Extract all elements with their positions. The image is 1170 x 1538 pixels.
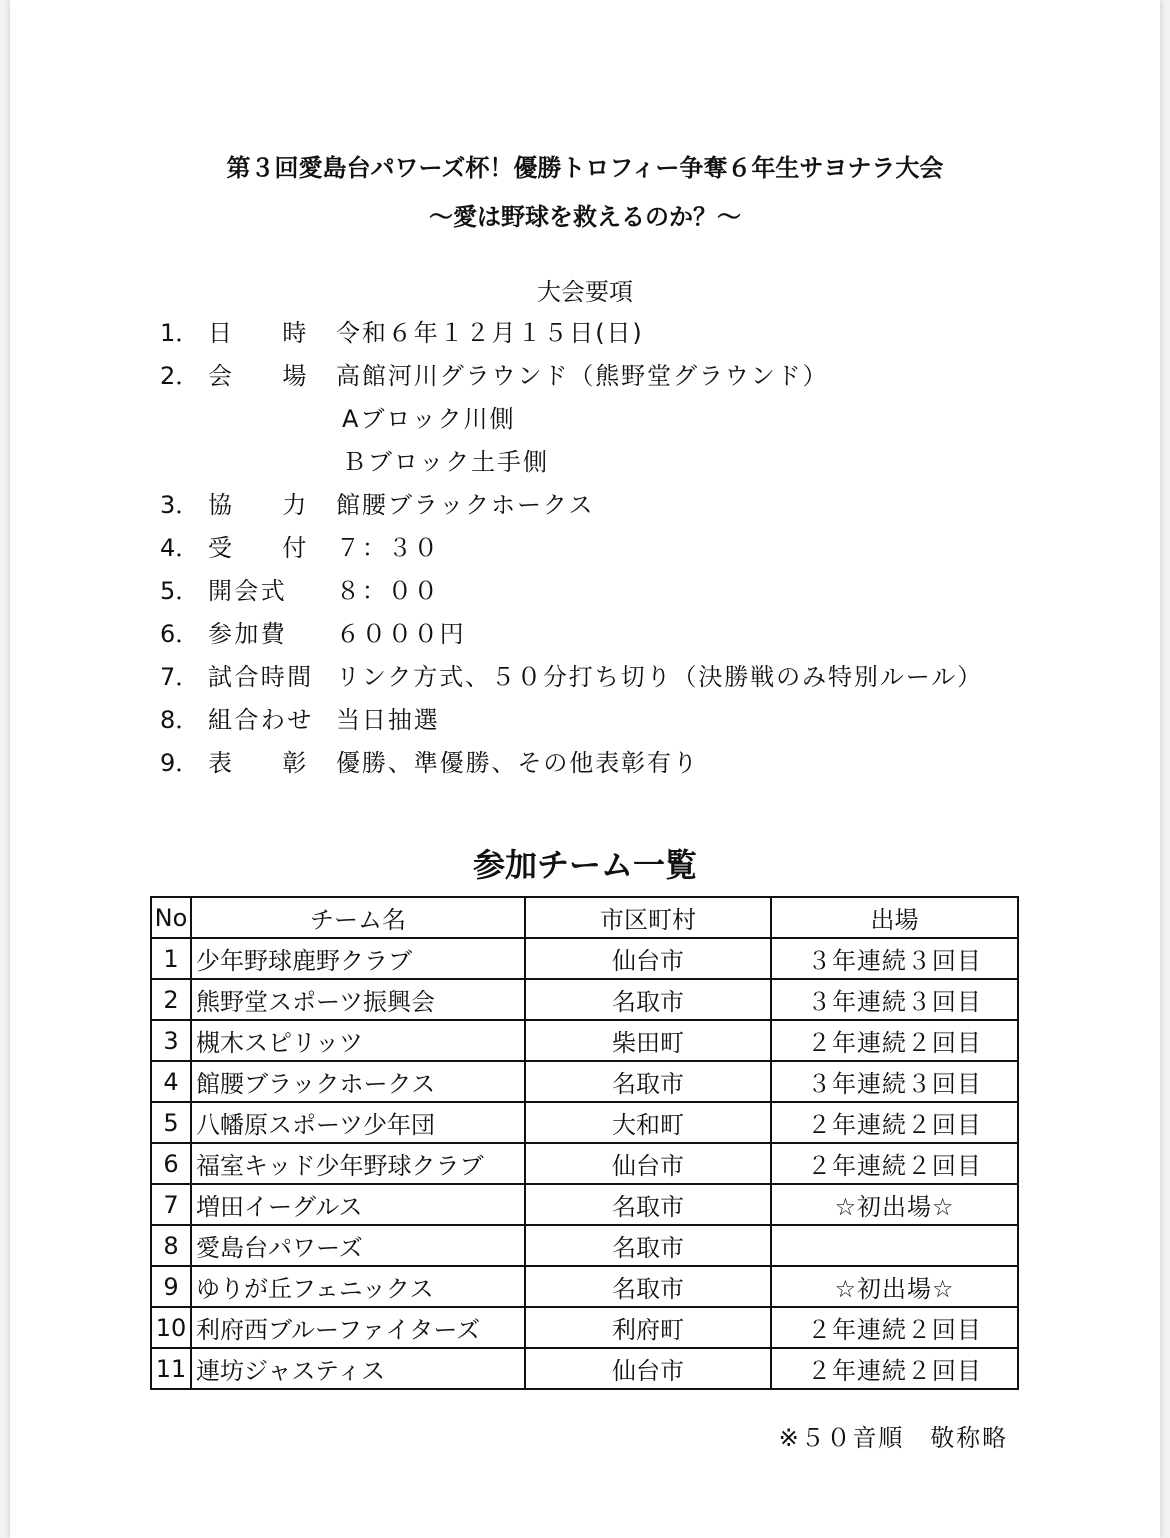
cell-appearance: ３年連続３回目 <box>771 979 1018 1020</box>
table-row <box>151 1225 1018 1266</box>
cell-no: 10 <box>151 1307 191 1348</box>
cell-appearance: ２年連続２回目 <box>771 1143 1018 1184</box>
cell-no: 5 <box>151 1102 191 1143</box>
item-value: リンク方式、５０分打ち切り（決勝戦のみ特別ルール） <box>336 663 984 691</box>
item-label: 表 彰 <box>208 749 320 777</box>
detail-item-awards <box>160 745 1060 788</box>
event-details-list <box>160 315 1060 788</box>
cell-appearance: ☆初出場☆ <box>771 1184 1018 1225</box>
detail-item-venue <box>160 358 1060 401</box>
column-header-municipality: 市区町村 <box>525 897 771 938</box>
cell-no: 2 <box>151 979 191 1020</box>
column-header-appearance: 出場 <box>771 897 1018 938</box>
item-number: 1． <box>160 319 200 347</box>
team-list-heading: 参加チーム一覧 <box>472 846 697 884</box>
table-row <box>151 1020 1018 1061</box>
cell-appearance <box>771 1225 1018 1266</box>
item-number: 9． <box>160 749 200 777</box>
item-number: 5． <box>160 577 200 605</box>
cell-team-name: 八幡原スポーツ少年団 <box>191 1102 525 1143</box>
item-label: 開会式 <box>208 577 288 605</box>
table-row <box>151 938 1018 979</box>
column-header-no: No <box>151 897 191 938</box>
item-value: 高館河川グラウンド（熊野堂グラウンド） <box>336 362 829 390</box>
cell-team-name: 愛島台パワーズ <box>191 1225 525 1266</box>
item-value: 館腰ブラックホークス <box>336 491 595 519</box>
cell-team-name: 増田イーグルス <box>191 1184 525 1225</box>
item-value: ８：００ <box>336 577 440 605</box>
detail-item-opening <box>160 573 1060 616</box>
cell-appearance: ２年連続２回目 <box>771 1348 1018 1389</box>
table-row <box>151 1266 1018 1307</box>
item-number: 8． <box>160 706 200 734</box>
cell-appearance: ２年連続２回目 <box>771 1102 1018 1143</box>
cell-municipality: 柴田町 <box>525 1020 771 1061</box>
cell-municipality: 仙台市 <box>525 1143 771 1184</box>
item-number: 3． <box>160 491 200 519</box>
detail-item-cooperation <box>160 487 1060 530</box>
item-label: 試合時間 <box>208 663 314 691</box>
item-label: 受 付 <box>208 534 320 562</box>
table-row <box>151 979 1018 1020</box>
cell-team-name: 福室キッド少年野球クラブ <box>191 1143 525 1184</box>
item-number: 7． <box>160 663 200 691</box>
cell-appearance: ２年連続２回目 <box>771 1020 1018 1061</box>
cell-municipality: 利府町 <box>525 1307 771 1348</box>
item-number: 4． <box>160 534 200 562</box>
cell-team-name: 熊野堂スポーツ振興会 <box>191 979 525 1020</box>
cell-no: 4 <box>151 1061 191 1102</box>
item-value: 当日抽選 <box>336 706 440 734</box>
cell-team-name: 利府西ブルーファイターズ <box>191 1307 525 1348</box>
table-row <box>151 1061 1018 1102</box>
item-label: 日 時 <box>208 319 320 347</box>
table-row <box>151 1184 1018 1225</box>
cell-municipality: 名取市 <box>525 1266 771 1307</box>
document-subtitle: ～愛は野球を救えるのか？～ <box>429 203 741 231</box>
item-label: 参加費 <box>208 620 288 648</box>
detail-item-reception <box>160 530 1060 573</box>
table-header-row <box>151 897 1018 938</box>
cell-team-name: ゆりが丘フェニックス <box>191 1266 525 1307</box>
detail-item-draw <box>160 702 1060 745</box>
item-label: 会 場 <box>208 362 320 390</box>
detail-item-fee <box>160 616 1060 659</box>
cell-appearance: ☆初出場☆ <box>771 1266 1018 1307</box>
cell-municipality: 名取市 <box>525 979 771 1020</box>
table-row <box>151 1102 1018 1143</box>
document-page <box>10 0 1160 1538</box>
cell-team-name: 館腰ブラックホークス <box>191 1061 525 1102</box>
cell-municipality: 名取市 <box>525 1225 771 1266</box>
cell-no: 11 <box>151 1348 191 1389</box>
team-table <box>150 896 1019 1390</box>
item-value: 令和６年１２月１５日(日) <box>336 319 644 347</box>
item-number: 2． <box>160 362 200 390</box>
item-value: Ｂブロック土手側 <box>342 448 549 476</box>
cell-municipality: 大和町 <box>525 1102 771 1143</box>
item-label: 協 力 <box>208 491 320 519</box>
section-heading: 大会要項 <box>537 278 633 306</box>
item-number: 6． <box>160 620 200 648</box>
cell-no: 8 <box>151 1225 191 1266</box>
item-value: ７：３０ <box>336 534 440 562</box>
document-title: 第３回愛島台パワーズ杯！優勝トロフィー争奪６年生サヨナラ大会 <box>226 154 944 182</box>
item-label: 組合わせ <box>208 706 314 734</box>
item-value: ６０００円 <box>336 620 466 648</box>
cell-no: 3 <box>151 1020 191 1061</box>
cell-no: 9 <box>151 1266 191 1307</box>
cell-no: 6 <box>151 1143 191 1184</box>
table-footnote: ※５０音順 敬称略 <box>778 1424 1008 1452</box>
cell-team-name: 少年野球鹿野クラブ <box>191 938 525 979</box>
detail-item-date <box>160 315 1060 358</box>
detail-item-venue-block-a <box>160 401 1060 444</box>
cell-appearance: ２年連続２回目 <box>771 1307 1018 1348</box>
cell-team-name: 槻木スピリッツ <box>191 1020 525 1061</box>
cell-municipality: 名取市 <box>525 1184 771 1225</box>
detail-item-game-time <box>160 659 1060 702</box>
cell-municipality: 仙台市 <box>525 938 771 979</box>
cell-municipality: 名取市 <box>525 1061 771 1102</box>
item-value: 優勝、準優勝、その他表彰有り <box>336 749 699 777</box>
table-row <box>151 1307 1018 1348</box>
cell-no: 1 <box>151 938 191 979</box>
column-header-team-name: チーム名 <box>191 897 525 938</box>
cell-appearance: ３年連続３回目 <box>771 938 1018 979</box>
cell-no: 7 <box>151 1184 191 1225</box>
detail-item-venue-block-b <box>160 444 1060 487</box>
cell-municipality: 仙台市 <box>525 1348 771 1389</box>
table-row <box>151 1348 1018 1389</box>
table-row <box>151 1143 1018 1184</box>
cell-appearance: ３年連続３回目 <box>771 1061 1018 1102</box>
cell-team-name: 連坊ジャスティス <box>191 1348 525 1389</box>
item-value: Aブロック川側 <box>342 405 516 433</box>
